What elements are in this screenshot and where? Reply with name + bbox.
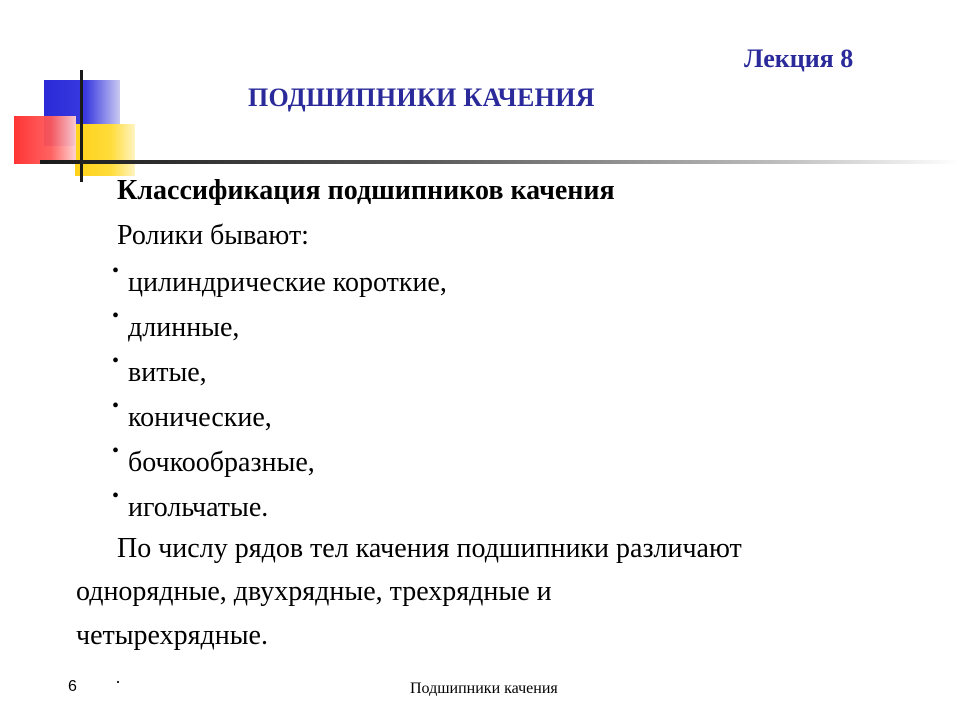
bullet-icon: • bbox=[112, 440, 120, 462]
bullet-icon: • bbox=[112, 350, 120, 372]
bullet-icon: • bbox=[112, 485, 120, 507]
roller-types-list bbox=[112, 260, 447, 535]
bullet-icon: • bbox=[112, 395, 120, 417]
list-item: • длинные, bbox=[112, 305, 240, 343]
footer-title: Подшипники качения bbox=[410, 680, 558, 697]
list-item: • игольчатые. bbox=[112, 485, 269, 523]
decor-yellow-square bbox=[75, 124, 135, 176]
paragraph-line: По числу рядов тел качения подшипники различают bbox=[117, 533, 742, 564]
decor-vertical-line bbox=[80, 70, 83, 182]
decor-red-square bbox=[14, 116, 76, 164]
list-item: • витые, bbox=[112, 350, 207, 388]
slide-title: ПОДШИПНИКИ КАЧЕНИЯ bbox=[248, 83, 595, 112]
decor-horizontal-line bbox=[40, 160, 960, 164]
page-number: 6 bbox=[68, 678, 77, 695]
section-heading: Классификация подшипников качения bbox=[117, 175, 615, 206]
list-item: • цилиндрические короткие, bbox=[112, 260, 447, 298]
footer-bullet: · bbox=[115, 672, 121, 692]
list-item: • конические, bbox=[112, 395, 272, 433]
list-item: • бочкообразные, bbox=[112, 440, 315, 478]
paragraph-line: четырехрядные. bbox=[76, 620, 268, 651]
bullet-icon: • bbox=[112, 260, 120, 282]
paragraph-line: однорядные, двухрядные, трехрядные и bbox=[76, 576, 552, 607]
bullet-icon: • bbox=[112, 305, 120, 327]
intro-text: Ролики бывают: bbox=[117, 220, 309, 251]
lecture-number: Лекция 8 bbox=[744, 44, 854, 73]
